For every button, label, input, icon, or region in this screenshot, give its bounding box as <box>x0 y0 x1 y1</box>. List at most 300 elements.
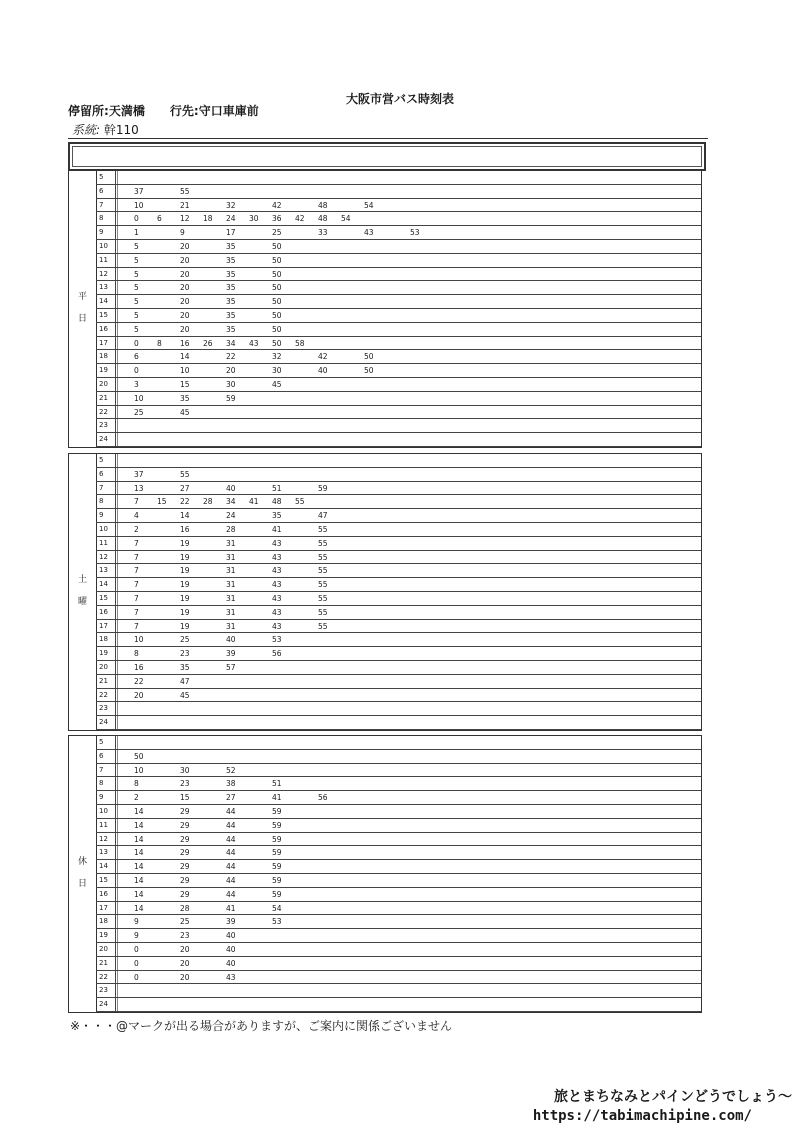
table-row <box>96 689 701 703</box>
hour-cell: 15 <box>96 309 116 322</box>
departure-minute: 29 <box>180 876 190 885</box>
hour-cell: 7 <box>96 482 116 495</box>
timetable-section <box>68 170 702 448</box>
table-row <box>96 171 701 185</box>
departure-minute: 20 <box>180 255 190 265</box>
hour-cell: 12 <box>96 268 116 281</box>
table-row <box>96 702 701 716</box>
departure-minute: 30 <box>180 765 190 775</box>
minutes-cell <box>117 833 701 846</box>
departure-minute: 14 <box>134 807 144 816</box>
table-row <box>96 295 701 309</box>
departure-minute: 5 <box>134 269 139 279</box>
departure-minute: 40 <box>226 945 236 954</box>
departure-minute: 42 <box>272 200 282 210</box>
hour-cell: 18 <box>96 350 116 363</box>
departure-minute: 48 <box>318 200 328 210</box>
minutes-cell <box>117 846 701 859</box>
table-row <box>96 337 701 351</box>
table-row <box>96 212 701 226</box>
hour-cell: 17 <box>96 337 116 350</box>
minutes-cell <box>117 240 701 253</box>
departure-minute: 6 <box>134 352 139 362</box>
table-row <box>96 764 701 778</box>
departure-minute: 55 <box>318 566 328 576</box>
departure-minute: 20 <box>180 958 190 968</box>
blog-name: 旅とまちなみとパインどうでしょう～ <box>554 1089 792 1105</box>
departure-minute: 27 <box>226 793 236 803</box>
departure-minute: 24 <box>226 214 236 224</box>
departure-minute: 45 <box>180 407 190 417</box>
departure-minute: 50 <box>272 338 282 348</box>
departure-minute: 53 <box>272 917 282 927</box>
departure-minute: 29 <box>180 820 190 830</box>
table-row <box>96 675 701 689</box>
table-row <box>96 226 701 240</box>
departure-minute: 14 <box>134 876 144 885</box>
departure-minute: 9 <box>134 917 139 927</box>
minutes-cell <box>117 323 701 336</box>
minutes-cell <box>117 350 701 363</box>
table-row <box>96 495 701 509</box>
table-row <box>96 606 701 620</box>
table-row <box>96 350 701 364</box>
table-row <box>96 750 701 764</box>
departure-minute: 43 <box>272 552 282 562</box>
hour-cell: 24 <box>96 998 116 1011</box>
departure-minute: 5 <box>134 324 139 334</box>
hour-cell: 20 <box>96 661 116 674</box>
departure-minute: 21 <box>180 200 190 210</box>
departure-minute: 50 <box>272 242 282 251</box>
minutes-cell <box>117 199 701 212</box>
departure-minute: 35 <box>226 283 236 293</box>
departure-minute: 37 <box>134 186 144 196</box>
departure-minute: 43 <box>272 594 282 603</box>
departure-minute: 10 <box>134 635 144 645</box>
departure-minute: 4 <box>134 511 139 521</box>
hour-cell: 9 <box>96 226 116 239</box>
minutes-cell <box>117 523 701 536</box>
hour-cell: 23 <box>96 984 116 997</box>
table-row <box>96 888 701 902</box>
departure-minute: 19 <box>180 594 190 603</box>
departure-minute: 50 <box>272 269 282 279</box>
table-row <box>96 998 701 1012</box>
departure-minute: 34 <box>226 497 236 507</box>
minutes-cell <box>117 406 701 419</box>
departure-minute: 50 <box>272 255 282 265</box>
hour-cell: 16 <box>96 888 116 901</box>
header-box <box>68 142 706 171</box>
minutes-cell <box>117 971 701 984</box>
table-row <box>96 578 701 592</box>
hour-cell: 8 <box>96 495 116 508</box>
minutes-cell <box>117 675 701 688</box>
departure-minute: 8 <box>134 649 139 659</box>
destination-label: 行先: <box>169 104 199 118</box>
departure-minute: 56 <box>318 793 328 803</box>
departure-minute: 5 <box>134 297 139 307</box>
timetable-section <box>68 735 702 1013</box>
departure-minute: 29 <box>180 889 190 899</box>
table-row <box>96 454 701 468</box>
minutes-cell <box>117 620 701 633</box>
departure-minute: 7 <box>134 607 139 617</box>
hour-cell: 9 <box>96 509 116 522</box>
departure-minute: 8 <box>134 779 139 789</box>
departure-minute: 42 <box>318 352 328 362</box>
departure-minute: 14 <box>134 820 144 830</box>
hour-cell: 18 <box>96 633 116 646</box>
hour-cell: 11 <box>96 254 116 267</box>
departure-minute: 28 <box>180 903 190 913</box>
hour-cell: 19 <box>96 364 116 377</box>
departure-minute: 20 <box>180 972 190 982</box>
table-row <box>96 661 701 675</box>
departure-minute: 41 <box>272 525 282 534</box>
minutes-cell <box>117 254 701 267</box>
hour-cell: 17 <box>96 620 116 633</box>
departure-minute: 38 <box>226 779 236 789</box>
departure-minute: 37 <box>134 469 144 479</box>
departure-minute: 55 <box>295 497 305 507</box>
departure-minute: 20 <box>180 269 190 279</box>
table-row <box>96 419 701 433</box>
departure-minute: 8 <box>157 338 162 348</box>
departure-minute: 18 <box>203 214 213 224</box>
departure-minute: 7 <box>134 594 139 603</box>
departure-minute: 43 <box>272 621 282 631</box>
departure-minute: 30 <box>226 380 236 389</box>
blog-url: https://tabimachipine.com/ <box>532 1108 752 1124</box>
table-row <box>96 819 701 833</box>
minutes-cell <box>117 482 701 495</box>
hour-cell: 8 <box>96 212 116 225</box>
table-row <box>96 378 701 392</box>
departure-minute: 9 <box>134 931 139 941</box>
hour-cell: 12 <box>96 551 116 564</box>
minutes-cell <box>117 805 701 818</box>
departure-minute: 31 <box>226 607 236 617</box>
route-number: 幹110 <box>103 123 139 137</box>
hour-cell: 14 <box>96 860 116 873</box>
departure-minute: 35 <box>180 393 190 403</box>
departure-minute: 59 <box>272 807 282 816</box>
departure-minute: 59 <box>226 393 236 403</box>
departure-minute: 45 <box>180 690 190 700</box>
minutes-cell <box>117 943 701 956</box>
departure-minute: 27 <box>180 483 190 493</box>
hour-cell: 13 <box>96 846 116 859</box>
departure-minute: 35 <box>180 663 190 672</box>
hour-cell: 16 <box>96 323 116 336</box>
departure-minute: 41 <box>249 497 259 507</box>
departure-minute: 50 <box>272 311 282 320</box>
departure-minute: 51 <box>272 483 282 493</box>
departure-minute: 58 <box>295 338 305 348</box>
minutes-cell <box>117 495 701 508</box>
departure-minute: 47 <box>318 511 328 521</box>
minutes-cell <box>117 509 701 522</box>
departure-minute: 15 <box>180 793 190 803</box>
departure-minute: 36 <box>272 214 282 224</box>
departure-minute: 56 <box>272 649 282 659</box>
departure-minute: 10 <box>180 366 190 376</box>
hour-cell: 20 <box>96 378 116 391</box>
departure-minute: 14 <box>134 889 144 899</box>
hour-cell: 10 <box>96 240 116 253</box>
departure-minute: 31 <box>226 566 236 576</box>
hour-cell: 21 <box>96 392 116 405</box>
minutes-cell <box>117 226 701 239</box>
hour-cell: 22 <box>96 971 116 984</box>
departure-minute: 5 <box>134 255 139 265</box>
departure-minute: 39 <box>226 917 236 927</box>
departure-minute: 12 <box>180 214 190 224</box>
minutes-cell <box>117 647 701 660</box>
departure-minute: 29 <box>180 848 190 858</box>
hour-cell: 15 <box>96 592 116 605</box>
departure-minute: 7 <box>134 580 139 590</box>
departure-minute: 45 <box>272 380 282 389</box>
departure-minute: 31 <box>226 538 236 548</box>
departure-minute: 25 <box>180 635 190 645</box>
day-column <box>69 171 97 447</box>
minutes-cell <box>117 171 701 184</box>
departure-minute: 20 <box>134 690 144 700</box>
table-row <box>96 240 701 254</box>
table-row <box>96 433 701 447</box>
divider <box>68 138 708 139</box>
table-row <box>96 647 701 661</box>
departure-minute: 22 <box>134 676 144 686</box>
departure-minute: 20 <box>180 945 190 954</box>
departure-minute: 7 <box>134 552 139 562</box>
departure-minute: 59 <box>272 820 282 830</box>
minutes-cell <box>117 378 701 391</box>
stop-label: 停留所: <box>68 104 109 118</box>
departure-minute: 25 <box>134 407 144 417</box>
departure-minute: 14 <box>134 862 144 872</box>
table-row <box>96 364 701 378</box>
departure-minute: 10 <box>134 200 144 210</box>
departure-minute: 2 <box>134 525 139 534</box>
hour-cell: 19 <box>96 929 116 942</box>
table-row <box>96 281 701 295</box>
hour-cell: 7 <box>96 199 116 212</box>
departure-minute: 50 <box>272 283 282 293</box>
minutes-cell <box>117 689 701 702</box>
hour-cell: 10 <box>96 523 116 536</box>
departure-minute: 35 <box>226 269 236 279</box>
timetable-section <box>68 453 702 731</box>
departure-minute: 35 <box>272 511 282 521</box>
minutes-cell <box>117 392 701 405</box>
departure-minute: 32 <box>226 200 236 210</box>
departure-minute: 14 <box>134 903 144 913</box>
departure-minute: 14 <box>180 511 190 521</box>
minutes-cell <box>117 750 701 763</box>
departure-minute: 40 <box>226 931 236 941</box>
table-row <box>96 468 701 482</box>
departure-minute: 44 <box>226 820 236 830</box>
minutes-cell <box>117 661 701 674</box>
table-row <box>96 633 701 647</box>
table-row <box>96 254 701 268</box>
departure-minute: 32 <box>272 352 282 362</box>
hour-cell: 9 <box>96 791 116 804</box>
table-row <box>96 268 701 282</box>
departure-minute: 25 <box>180 917 190 927</box>
departure-minute: 44 <box>226 876 236 885</box>
minutes-cell <box>117 537 701 550</box>
departure-minute: 55 <box>318 594 328 603</box>
hour-cell: 14 <box>96 578 116 591</box>
departure-minute: 20 <box>180 283 190 293</box>
hour-cell: 15 <box>96 874 116 887</box>
day-label: 曜 <box>77 597 87 607</box>
departure-minute: 43 <box>272 538 282 548</box>
hour-cell: 21 <box>96 957 116 970</box>
departure-minute: 14 <box>134 834 144 844</box>
table-row <box>96 805 701 819</box>
hour-cell: 13 <box>96 564 116 577</box>
departure-minute: 44 <box>226 848 236 858</box>
departure-minute: 20 <box>180 297 190 307</box>
departure-minute: 28 <box>226 525 236 534</box>
departure-minute: 54 <box>341 214 351 224</box>
departure-minute: 52 <box>226 765 236 775</box>
departure-minute: 6 <box>157 214 162 224</box>
departure-minute: 0 <box>134 945 139 954</box>
route-label: 系統: <box>72 123 101 137</box>
minutes-cell <box>117 860 701 873</box>
departure-minute: 30 <box>272 366 282 376</box>
table-row <box>96 915 701 929</box>
departure-minute: 13 <box>134 483 144 493</box>
departure-minute: 2 <box>134 793 139 803</box>
stop-info <box>68 102 259 119</box>
departure-minute: 23 <box>180 649 190 659</box>
hour-cell: 11 <box>96 537 116 550</box>
table-row <box>96 523 701 537</box>
departure-minute: 3 <box>134 380 139 389</box>
departure-minute: 41 <box>226 903 236 913</box>
departure-minute: 35 <box>226 255 236 265</box>
departure-minute: 16 <box>180 338 190 348</box>
hour-cell: 5 <box>96 171 116 184</box>
minutes-cell <box>117 764 701 777</box>
departure-minute: 20 <box>226 366 236 376</box>
minutes-cell <box>117 592 701 605</box>
hour-cell: 12 <box>96 833 116 846</box>
departure-minute: 57 <box>226 663 236 672</box>
departure-minute: 20 <box>180 311 190 320</box>
departure-minute: 29 <box>180 834 190 844</box>
minutes-cell <box>117 454 701 467</box>
departure-minute: 26 <box>203 338 213 348</box>
departure-minute: 31 <box>226 580 236 590</box>
hour-cell: 11 <box>96 819 116 832</box>
departure-minute: 10 <box>134 765 144 775</box>
table-row <box>96 592 701 606</box>
table-row <box>96 716 701 730</box>
minutes-cell <box>117 468 701 481</box>
departure-minute: 23 <box>180 779 190 789</box>
departure-minute: 1 <box>134 228 139 238</box>
departure-minute: 48 <box>318 214 328 224</box>
departure-minute: 0 <box>134 958 139 968</box>
hour-cell: 22 <box>96 689 116 702</box>
departure-minute: 19 <box>180 607 190 617</box>
departure-minute: 7 <box>134 538 139 548</box>
hour-cell: 24 <box>96 433 116 446</box>
minutes-cell <box>117 551 701 564</box>
departure-minute: 42 <box>295 214 305 224</box>
departure-minute: 44 <box>226 889 236 899</box>
minutes-cell <box>117 633 701 646</box>
minutes-cell <box>117 281 701 294</box>
day-label: 土 <box>77 575 87 585</box>
minutes-cell <box>117 777 701 790</box>
departure-minute: 43 <box>272 580 282 590</box>
departure-minute: 0 <box>134 366 139 376</box>
minutes-cell <box>117 433 701 446</box>
departure-minute: 31 <box>226 594 236 603</box>
departure-minute: 50 <box>364 352 374 362</box>
minutes-cell <box>117 419 701 432</box>
departure-minute: 59 <box>272 876 282 885</box>
departure-minute: 59 <box>272 834 282 844</box>
table-row <box>96 736 701 750</box>
departure-minute: 55 <box>318 538 328 548</box>
table-row <box>96 943 701 957</box>
hour-cell: 5 <box>96 454 116 467</box>
departure-minute: 0 <box>134 338 139 348</box>
departure-minute: 25 <box>272 228 282 238</box>
departure-minute: 31 <box>226 621 236 631</box>
hour-cell: 6 <box>96 750 116 763</box>
table-row <box>96 509 701 523</box>
hour-cell: 10 <box>96 805 116 818</box>
minutes-cell <box>117 902 701 915</box>
minutes-cell <box>117 998 701 1011</box>
departure-minute: 5 <box>134 311 139 320</box>
hour-cell: 24 <box>96 716 116 729</box>
minutes-cell <box>117 268 701 281</box>
day-label: 休 <box>77 857 87 867</box>
departure-minute: 30 <box>249 214 259 224</box>
table-row <box>96 874 701 888</box>
departure-minute: 5 <box>134 242 139 251</box>
departure-minute: 43 <box>249 338 259 348</box>
day-label: 平 <box>77 292 87 302</box>
minutes-cell <box>117 819 701 832</box>
departure-minute: 35 <box>226 297 236 307</box>
table-row <box>96 846 701 860</box>
table-row <box>96 309 701 323</box>
table-row <box>96 564 701 578</box>
departure-minute: 40 <box>226 958 236 968</box>
departure-minute: 0 <box>134 214 139 224</box>
table-row <box>96 620 701 634</box>
departure-minute: 16 <box>134 663 144 672</box>
departure-minute: 44 <box>226 834 236 844</box>
table-row <box>96 406 701 420</box>
minutes-cell <box>117 929 701 942</box>
departure-minute: 55 <box>180 186 190 196</box>
